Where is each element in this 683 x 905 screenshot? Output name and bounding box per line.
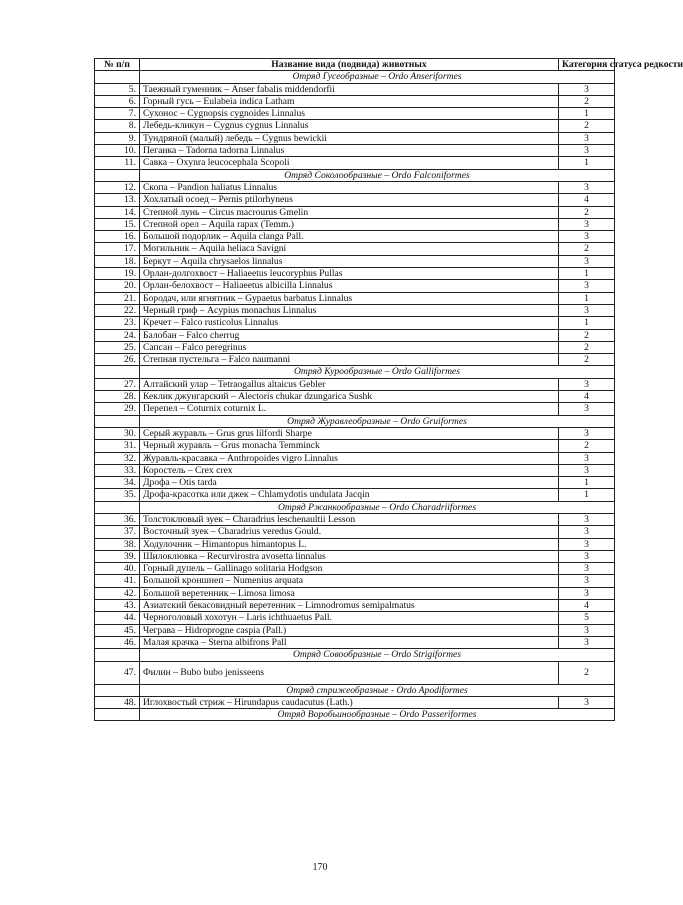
species-number: 14. <box>95 206 140 218</box>
species-number: 31. <box>95 440 140 452</box>
order-name: Отряд Совообразные – Ordo Strigiformes <box>140 649 615 661</box>
species-name: Балобан – Falco cherrug <box>140 329 559 341</box>
rarity-category: 3 <box>559 575 615 587</box>
species-number: 48. <box>95 696 140 708</box>
species-name: Малая крачка – Sterna albifrons Pall <box>140 636 559 648</box>
table-body <box>95 71 615 721</box>
species-row <box>95 268 615 280</box>
order-row-blank-cell <box>95 366 140 378</box>
species-number: 37. <box>95 526 140 538</box>
table-header-row <box>95 59 615 71</box>
species-name: Горный дупель – Gallinago solitaria Hodgson <box>140 563 559 575</box>
species-number: 20. <box>95 280 140 292</box>
order-row-blank-cell <box>95 501 140 513</box>
species-number: 44. <box>95 612 140 624</box>
species-name: Степная пустельга – Falco naumanni <box>140 354 559 366</box>
species-number: 36. <box>95 513 140 525</box>
species-number: 25. <box>95 341 140 353</box>
rarity-category: 5 <box>559 612 615 624</box>
rarity-category: 3 <box>559 304 615 316</box>
rarity-category: 3 <box>559 550 615 562</box>
species-number: 28. <box>95 391 140 403</box>
page-number: 170 <box>312 862 328 873</box>
species-row <box>95 661 615 684</box>
species-number: 12. <box>95 181 140 193</box>
species-number: 5. <box>95 83 140 95</box>
rarity-category: 3 <box>559 145 615 157</box>
rarity-category: 1 <box>559 317 615 329</box>
species-name: Ходулочник – Himantopus himantopus L. <box>140 538 559 550</box>
species-number: 17. <box>95 243 140 255</box>
species-row <box>95 181 615 193</box>
species-number: 27. <box>95 378 140 390</box>
species-row <box>95 354 615 366</box>
species-row <box>95 403 615 415</box>
rarity-category: 3 <box>559 526 615 538</box>
species-name: Могильник – Aquila heliaca Savigni <box>140 243 559 255</box>
species-number: 8. <box>95 120 140 132</box>
species-name: Журавль-красавка – Anthropoides vigro Linnalus <box>140 452 559 464</box>
order-name: Отряд Гусеобразные – Ordo Anseriformes <box>140 71 615 83</box>
rarity-category: 2 <box>559 661 615 684</box>
order-name: Отряд стрижеобразные - Ordo Apodiformes <box>140 684 615 696</box>
species-number: 40. <box>95 563 140 575</box>
species-row <box>95 550 615 562</box>
order-row-blank-cell <box>95 684 140 696</box>
order-name: Отряд Соколообразные – Ordo Falconiformes <box>140 169 615 181</box>
species-number: 15. <box>95 218 140 230</box>
species-name: Орлан-белохвост – Haliaeetus albicilla Linnalus <box>140 280 559 292</box>
species-number: 39. <box>95 550 140 562</box>
species-row <box>95 575 615 587</box>
species-number: 29. <box>95 403 140 415</box>
species-number: 19. <box>95 268 140 280</box>
species-name: Алтайский улар – Tetraogallus altaicus Gebler <box>140 378 559 390</box>
rarity-category: 4 <box>559 600 615 612</box>
rarity-category: 2 <box>559 206 615 218</box>
species-number: 38. <box>95 538 140 550</box>
order-row-blank-cell <box>95 709 140 721</box>
species-name: Степной лунь – Circus macrourus Gmelin <box>140 206 559 218</box>
species-number: 13. <box>95 194 140 206</box>
species-row <box>95 243 615 255</box>
species-name: Савка – Oxynra leucocephala Scopoli <box>140 157 559 169</box>
order-header-row <box>95 415 615 427</box>
rarity-category: 3 <box>559 538 615 550</box>
species-name: Филин – Bubo bubo jenisseens <box>140 661 559 684</box>
order-header-row <box>95 501 615 513</box>
rarity-category: 3 <box>559 636 615 648</box>
species-row <box>95 145 615 157</box>
rarity-category: 3 <box>559 83 615 95</box>
species-row <box>95 563 615 575</box>
species-number: 21. <box>95 292 140 304</box>
rarity-category: 2 <box>559 329 615 341</box>
species-row <box>95 624 615 636</box>
species-row <box>95 280 615 292</box>
rarity-category: 2 <box>559 243 615 255</box>
species-number: 9. <box>95 132 140 144</box>
species-number: 16. <box>95 231 140 243</box>
rarity-category: 2 <box>559 354 615 366</box>
species-number: 35. <box>95 489 140 501</box>
rarity-category: 3 <box>559 427 615 439</box>
species-row <box>95 378 615 390</box>
species-number: 34. <box>95 477 140 489</box>
rarity-category: 4 <box>559 194 615 206</box>
species-row <box>95 341 615 353</box>
species-name: Дрофа – Otis tarda <box>140 477 559 489</box>
species-row <box>95 440 615 452</box>
species-name: Сапсан – Falco peregrinus <box>140 341 559 353</box>
species-row <box>95 120 615 132</box>
rarity-category: 3 <box>559 280 615 292</box>
species-number: 45. <box>95 624 140 636</box>
order-header-row <box>95 366 615 378</box>
species-number: 6. <box>95 95 140 107</box>
order-header-row <box>95 649 615 661</box>
rarity-category: 3 <box>559 403 615 415</box>
order-row-blank-cell <box>95 169 140 181</box>
species-name: Восточный зуек – Charadrius veredus Gould. <box>140 526 559 538</box>
species-number: 26. <box>95 354 140 366</box>
rarity-category: 3 <box>559 218 615 230</box>
species-row <box>95 108 615 120</box>
species-row <box>95 132 615 144</box>
species-name: Степной орел – Aquila rapax (Temm.) <box>140 218 559 230</box>
order-header-row <box>95 684 615 696</box>
rarity-category: 3 <box>559 181 615 193</box>
species-row <box>95 218 615 230</box>
rarity-category: 4 <box>559 391 615 403</box>
rarity-category: 3 <box>559 452 615 464</box>
rarity-category: 3 <box>559 132 615 144</box>
species-row <box>95 464 615 476</box>
order-name: Отряд Журавлеобразные – Ordo Gruiformes <box>140 415 615 427</box>
species-row <box>95 587 615 599</box>
species-name: Лебедь-кликун – Cygnus cygnus Linnalus <box>140 120 559 132</box>
species-name: Горный гусь – Eulabeia indica Latham <box>140 95 559 107</box>
species-name: Черный гриф – Acypius monachus Linnalus <box>140 304 559 316</box>
species-name: Большой кроншнеп – Numenius arquata <box>140 575 559 587</box>
order-header-row <box>95 169 615 181</box>
species-name: Шилоклювка – Recurvirostra avosetta linnalus <box>140 550 559 562</box>
rarity-category: 2 <box>559 120 615 132</box>
species-row <box>95 427 615 439</box>
rarity-category: 3 <box>559 231 615 243</box>
rarity-category: 3 <box>559 563 615 575</box>
species-row <box>95 255 615 267</box>
species-name: Большой веретенник – Limosa limosa <box>140 587 559 599</box>
rarity-category: 1 <box>559 157 615 169</box>
rarity-category: 2 <box>559 341 615 353</box>
species-name: Кеклик джунгарский – Alectoris chukar dzungarica Sushk <box>140 391 559 403</box>
species-name: Коростель – Crex crex <box>140 464 559 476</box>
rarity-category: 1 <box>559 292 615 304</box>
species-row <box>95 292 615 304</box>
rarity-category: 1 <box>559 268 615 280</box>
species-row <box>95 329 615 341</box>
rarity-category: 3 <box>559 696 615 708</box>
species-number: 18. <box>95 255 140 267</box>
species-name: Черный журавль – Grus monacha Temminck <box>140 440 559 452</box>
rarity-category: 2 <box>559 440 615 452</box>
species-number: 41. <box>95 575 140 587</box>
species-name: Сухонос – Cygnopsis cygnoides Linnalus <box>140 108 559 120</box>
species-row <box>95 452 615 464</box>
rarity-category: 1 <box>559 489 615 501</box>
order-row-blank-cell <box>95 649 140 661</box>
species-row <box>95 477 615 489</box>
species-row <box>95 231 615 243</box>
species-number: 22. <box>95 304 140 316</box>
order-row-blank-cell <box>95 415 140 427</box>
order-name: Отряд Курообразные – Ordo Galliformes <box>140 366 615 378</box>
species-name: Таежный гуменник – Anser fabalis middendorfii <box>140 83 559 95</box>
species-row <box>95 194 615 206</box>
species-row <box>95 612 615 624</box>
species-name: Дрофа-красотка или джек – Chlamydotis undulata Jacqin <box>140 489 559 501</box>
species-number: 23. <box>95 317 140 329</box>
rarity-category: 3 <box>559 624 615 636</box>
header-rarity-category: Категория статуса редкости <box>559 59 615 71</box>
species-number: 43. <box>95 600 140 612</box>
order-row-blank-cell <box>95 71 140 83</box>
rarity-category: 3 <box>559 255 615 267</box>
species-name: Большой подорлик – Aquila clanga Pall. <box>140 231 559 243</box>
species-name: Перепел – Coturnix coturnix L. <box>140 403 559 415</box>
species-name: Кречет – Falco rusticolus Linnalus <box>140 317 559 329</box>
rarity-category: 2 <box>559 95 615 107</box>
species-number: 33. <box>95 464 140 476</box>
header-number: № п/п <box>95 59 140 71</box>
species-row <box>95 304 615 316</box>
species-table <box>94 58 683 721</box>
species-number: 46. <box>95 636 140 648</box>
species-name: Толстоклювый зуек – Charadrius leschenaultii Lesson <box>140 513 559 525</box>
species-name: Бородач, или ягнятник – Gypaetus barbatus Linnalus <box>140 292 559 304</box>
order-header-row <box>95 709 615 721</box>
species-number: 42. <box>95 587 140 599</box>
species-number: 47. <box>95 661 140 684</box>
species-row <box>95 391 615 403</box>
species-number: 30. <box>95 427 140 439</box>
order-header-row <box>95 71 615 83</box>
rarity-category: 3 <box>559 378 615 390</box>
rarity-category: 3 <box>559 513 615 525</box>
species-row <box>95 95 615 107</box>
species-row <box>95 513 615 525</box>
order-name: Отряд Воробьинообразные – Ordo Passeriformes <box>140 709 615 721</box>
species-name: Серый журавль – Grus grus lilfordi Sharpe <box>140 427 559 439</box>
species-number: 7. <box>95 108 140 120</box>
species-row <box>95 600 615 612</box>
header-species-name: Название вида (подвида) животных <box>140 59 559 71</box>
species-number: 24. <box>95 329 140 341</box>
rarity-category: 1 <box>559 108 615 120</box>
order-name: Отряд Ржанкообразные – Ordo Charadriiformes <box>140 501 615 513</box>
species-name: Тундряной (малый) лебедь – Cygnus bewickii <box>140 132 559 144</box>
species-name: Хохлатый осоед – Pernis ptilorhyneus <box>140 194 559 206</box>
species-row <box>95 317 615 329</box>
species-row <box>95 157 615 169</box>
rarity-category: 3 <box>559 587 615 599</box>
species-row <box>95 206 615 218</box>
species-row <box>95 696 615 708</box>
species-name: Скопа – Pandion haliatus Linnalus <box>140 181 559 193</box>
species-row <box>95 636 615 648</box>
species-name: Беркут – Aquila chrysaelos linnalus <box>140 255 559 267</box>
species-name: Пеганка – Tadorna tadorna Linnalus <box>140 145 559 157</box>
species-number: 11. <box>95 157 140 169</box>
species-row <box>95 83 615 95</box>
rarity-category: 1 <box>559 477 615 489</box>
species-name: Черноголовый хохотун – Laris ichthuaetus Pall. <box>140 612 559 624</box>
species-row <box>95 538 615 550</box>
species-name: Орлан-долгохвост – Haliaeetus leucoryphus Pullas <box>140 268 559 280</box>
rarity-category: 3 <box>559 464 615 476</box>
species-name: Иглохвостый стриж – Hirundapus caudacutus (Lath.) <box>140 696 559 708</box>
species-row <box>95 489 615 501</box>
species-name: Азиатский бекасовидный веретенник – Limnodromus semipalmatus <box>140 600 559 612</box>
species-row <box>95 526 615 538</box>
species-number: 32. <box>95 452 140 464</box>
species-name: Чеграва – Hidroprogne caspia (Pall.) <box>140 624 559 636</box>
species-number: 10. <box>95 145 140 157</box>
